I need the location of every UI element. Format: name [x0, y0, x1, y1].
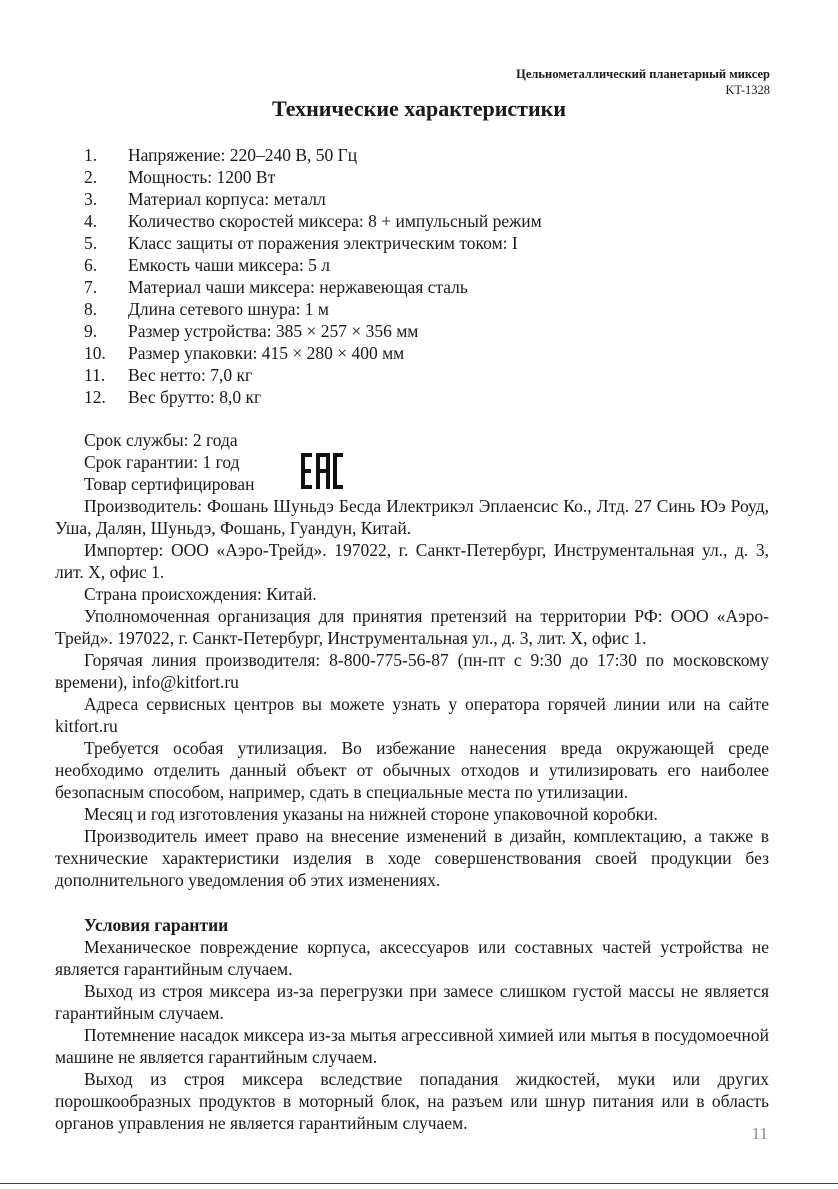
spec-text: Емкость чаши миксера: 5 л — [128, 255, 330, 275]
claims-paragraph: Уполномоченная организация для принятия претензий на территории РФ: ООО «Аэро-Трейд». 197022, г. Санкт-Петербург, Инструментальная ул., д. 3, лит. Х, офис 1. — [55, 606, 769, 648]
spec-number: 10. — [84, 343, 106, 363]
spec-text: Мощность: 1200 Вт — [128, 167, 276, 187]
warranty-paragraph: Выход из строя миксера из-за перегрузки при замесе слишком густой массы не является гарантийным случаем. — [55, 981, 769, 1023]
spec-text: Материал чаши миксера: нержавеющая сталь — [128, 277, 468, 297]
spec-item — [84, 210, 542, 232]
specs-list — [84, 144, 542, 408]
spec-item — [84, 386, 542, 408]
manufacturer-paragraph: Производитель: Фошань Шуньдэ Беcда Илектрикэл Эплаенсис Ко., Лтд. 27 Синь Юэ Роуд, Уша, Далян, Шуньдэ, Фошань, Гуандун, Китай. — [55, 496, 769, 538]
spec-number: 8. — [84, 299, 98, 319]
spec-number: 1. — [84, 145, 98, 165]
warranty-paragraph: Выход из строя миксера вследствие попадания жидкостей, муки или других порошкообразных продуктов в моторный блок, на разъем или шнур питания или в область органов управления не является гарантийным случаем. — [55, 1069, 769, 1133]
page-number: 11 — [751, 1124, 768, 1143]
spec-text: Напряжение: 220–240 В, 50 Гц — [128, 145, 358, 165]
warranty-paragraph: Механическое повреждение корпуса, аксессуаров или составных частей устройства не является гарантийным случаем. — [55, 937, 769, 979]
spec-number: 11. — [84, 365, 106, 385]
spec-text: Вес нетто: 7,0 кг — [128, 365, 253, 385]
spec-text: Размер упаковки: 415 × 280 × 400 мм — [128, 343, 405, 363]
spec-number: 9. — [84, 321, 98, 341]
disposal-paragraph: Требуется особая утилизация. Во избежание нанесения вреда окружающей среде необходимо отделить данный объект от обычных отходов и утилизировать его наиболее безопасным способом, например, сдать в специальные места по утилизации. — [55, 738, 769, 802]
warranty-heading: Условия гарантии — [84, 915, 229, 935]
certified-note: Товар сертифицирован — [84, 474, 255, 494]
spec-item — [84, 342, 542, 364]
info-paragraphs — [55, 495, 769, 891]
page-title: Технические характеристики — [271, 96, 567, 121]
importer-paragraph: Импортер: ООО «Аэро-Трейд». 197022, г. Санкт-Петербург, Инструментальная ул., д. 3, лит. Х, офис 1. — [55, 540, 769, 582]
spec-item — [84, 166, 542, 188]
running-header — [516, 66, 770, 98]
manufacture-date-paragraph: Месяц и год изготовления указаны на нижней стороне упаковочной коробки. — [84, 804, 658, 824]
spec-number: 5. — [84, 233, 98, 253]
header-model-code: KT-1328 — [725, 83, 770, 97]
spec-number: 2. — [84, 167, 98, 187]
spec-item — [84, 320, 542, 342]
hotline-paragraph: Горячая линия производителя: 8-800-775-56-87 (пн-пт с 9:30 до 17:30 по московскому времени), info@kitfort.ru — [55, 650, 769, 692]
spec-item — [84, 276, 542, 298]
spec-number: 4. — [84, 211, 98, 231]
service-info — [84, 429, 254, 495]
spec-text: Материал корпуса: металл — [128, 189, 326, 209]
spec-number: 3. — [84, 189, 98, 209]
spec-text: Класс защиты от поражения электрическим током: I — [128, 233, 518, 253]
spec-item — [84, 254, 542, 276]
spec-text: Размер устройства: 385 × 257 × 356 мм — [128, 321, 419, 341]
warranty-paragraph: Потемнение насадок миксера из-за мытья агрессивной химией или мытья в посудомоечной машине не является гарантийным случаем. — [55, 1025, 769, 1067]
spec-text: Длина сетевого шнура: 1 м — [128, 299, 330, 319]
changes-paragraph: Производитель имеет право на внесение изменений в дизайн, комплектацию, а также в технические характеристики изделия в ходе совершенствования своей продукции без дополнительного уведомления об этих изменениях. — [55, 826, 769, 890]
spec-text: Вес брутто: 8,0 кг — [128, 387, 262, 407]
service-centers-paragraph: Адреса сервисных центров вы можете узнать у оператора горячей линии или на сайте kitfort.ru — [55, 694, 769, 736]
spec-text: Количество скоростей миксера: 8 + импульсный режим — [128, 211, 542, 231]
bottom-divider — [0, 1183, 838, 1184]
eac-logo-icon — [300, 452, 344, 490]
spec-item — [84, 188, 542, 210]
spec-number: 6. — [84, 255, 98, 275]
spec-item — [84, 144, 542, 166]
spec-item — [84, 364, 542, 386]
spec-item — [84, 298, 542, 320]
service-life: Срок службы: 2 года — [84, 430, 238, 450]
origin-paragraph: Страна происхождения: Китай. — [84, 584, 317, 604]
warranty-period: Срок гарантии: 1 год — [84, 452, 240, 472]
spec-number: 12. — [84, 387, 106, 407]
spec-item — [84, 232, 542, 254]
spec-number: 7. — [84, 277, 98, 297]
header-model-name: Цельнометаллический планетарный миксер — [516, 67, 770, 81]
warranty-section — [55, 914, 769, 1134]
